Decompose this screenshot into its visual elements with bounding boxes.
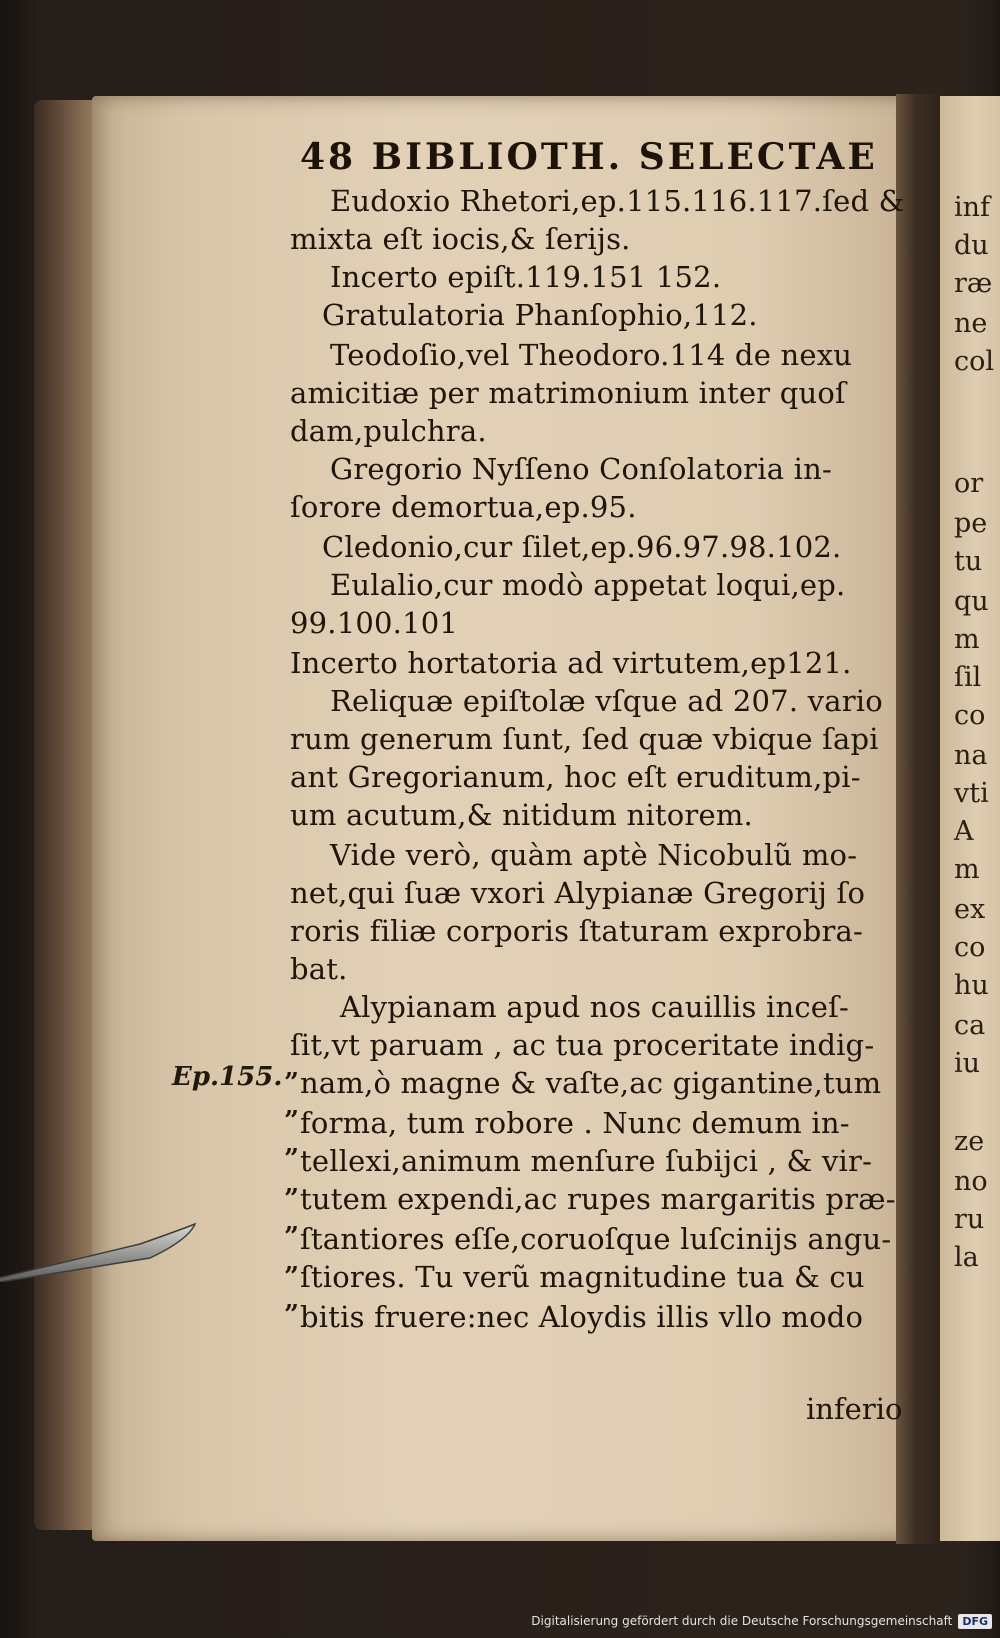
page-holder-knife-icon — [0, 1222, 205, 1282]
facing-page-fragment: ca — [954, 1010, 986, 1041]
facing-page-fragment: co — [954, 700, 986, 731]
facing-page-fragment: m — [954, 854, 980, 885]
text-line: bat. — [290, 952, 348, 986]
text-line: Reliquæ epiſtolæ vſque ad 207. vario — [330, 684, 883, 718]
facing-page-fragment: inf — [954, 192, 991, 223]
facing-page-fragment: co — [954, 932, 986, 963]
text-line: Vide verò, quàm aptè Nicobulũ mo- — [330, 838, 858, 872]
text-line: Gregorio Nyſſeno Conſolatoria in- — [330, 452, 832, 486]
text-line: Teodoſio,vel Theodoro.114 de nexu — [330, 338, 853, 372]
page-header — [300, 136, 878, 178]
facing-page-fragment: m — [954, 624, 980, 655]
facing-page-fragment: pe — [954, 508, 988, 539]
facing-page-fragment: hu — [954, 970, 989, 1001]
facing-page-fragment: ſil — [954, 662, 982, 693]
facing-page-fragment: no — [954, 1166, 988, 1197]
quote-mark: ” — [284, 1262, 299, 1292]
facing-page-fragment: or — [954, 468, 984, 499]
facing-page-fragment: ex — [954, 894, 986, 925]
facing-page-fragment: la — [954, 1242, 979, 1273]
text-line: Eudoxio Rhetori,ep.115.116.117.ſed & — [330, 184, 905, 218]
text-line: dam,pulchra. — [290, 414, 487, 448]
text-line: ant Gregorianum, hoc eſt eruditum,pi- — [290, 760, 861, 794]
dfg-logo-icon: DFG — [958, 1614, 992, 1629]
text-line: forma, tum robore . Nunc demum in- — [300, 1106, 850, 1140]
facing-page-fragment: A — [954, 816, 974, 847]
text-line: nam,ò magne & vaſte,ac gigantine,tum — [300, 1066, 882, 1100]
quote-mark: ” — [284, 1068, 299, 1098]
facing-page-fragment: ze — [954, 1126, 985, 1157]
text-line: Gratulatoria Phanſophio,112. — [322, 298, 758, 332]
facing-page-fragment: col — [954, 346, 995, 377]
footer-credit — [531, 1612, 992, 1630]
margin-note: Ep.155. — [172, 1062, 283, 1092]
quote-mark: ” — [284, 1300, 299, 1330]
page-number: 48 — [300, 136, 357, 178]
text-line: Alypianam apud nos cauillis inceſ- — [340, 990, 850, 1024]
text-line: net,qui ſuæ vxori Alypianæ Gregorij ſo — [290, 876, 866, 910]
text-line: mixta eſt iocis,& ſerijs. — [290, 222, 631, 256]
text-line: roris filiæ corporis ſtaturam exprobra- — [290, 914, 864, 948]
facing-page-fragment: tu — [954, 546, 983, 577]
facing-page-fragment: vti — [954, 778, 989, 809]
footer-credit-text: Digitalisierung gefördert durch die Deutsche Forschungsgemeinschaft — [531, 1614, 953, 1628]
text-line: ſtantiores eſſe,coruoſque luſcinijs angu- — [300, 1222, 892, 1256]
text-line: Incerto hortatoria ad virtutem,ep121. — [290, 646, 852, 680]
quote-mark: ” — [284, 1222, 299, 1252]
facing-page-fragment: na — [954, 740, 988, 771]
text-line: Incerto epiſt.119.151 152. — [330, 260, 722, 294]
text-line: ſorore demortua,ep.95. — [290, 490, 637, 524]
text-line: 99.100.101 — [290, 606, 459, 640]
facing-page-fragment: du — [954, 230, 989, 261]
text-line: tutem expendi,ac rupes margaritis præ- — [300, 1182, 896, 1216]
facing-page-fragment: ne — [954, 308, 988, 339]
book-gutter — [896, 94, 946, 1544]
quote-mark: ” — [284, 1144, 299, 1174]
text-line: ſit,vt paruam , ac tua proceritate indig- — [290, 1028, 875, 1062]
facing-page-fragment: iu — [954, 1048, 981, 1079]
facing-page-edge — [940, 96, 1000, 1541]
quote-mark: ” — [284, 1106, 299, 1136]
running-title: BIBLIOTH. SELECTAE — [371, 136, 878, 178]
catchword: inferio — [806, 1392, 903, 1426]
text-line: amicitiæ per matrimonium inter quoſ — [290, 376, 846, 410]
text-line: Cledonio,cur ſilet,ep.96.97.98.102. — [322, 530, 842, 564]
text-line: bitis fruere:nec Aloydis illis vllo modo — [300, 1300, 864, 1334]
text-line: ſtiores. Tu verũ magnitudine tua & cu — [300, 1260, 865, 1294]
facing-page-fragment: ru — [954, 1204, 985, 1235]
text-line: um acutum,& nitidum nitorem. — [290, 798, 753, 832]
text-line: Eulalio,cur modò appetat loqui,ep. — [330, 568, 846, 602]
facing-page-fragment: ræ — [954, 268, 993, 299]
quote-mark: ” — [284, 1184, 299, 1214]
facing-page-fragment: qu — [954, 586, 989, 617]
text-line: tellexi,animum menſure ſubijci , & vir- — [300, 1144, 873, 1178]
text-line: rum generum ſunt, ſed quæ vbique ſapi — [290, 722, 879, 756]
